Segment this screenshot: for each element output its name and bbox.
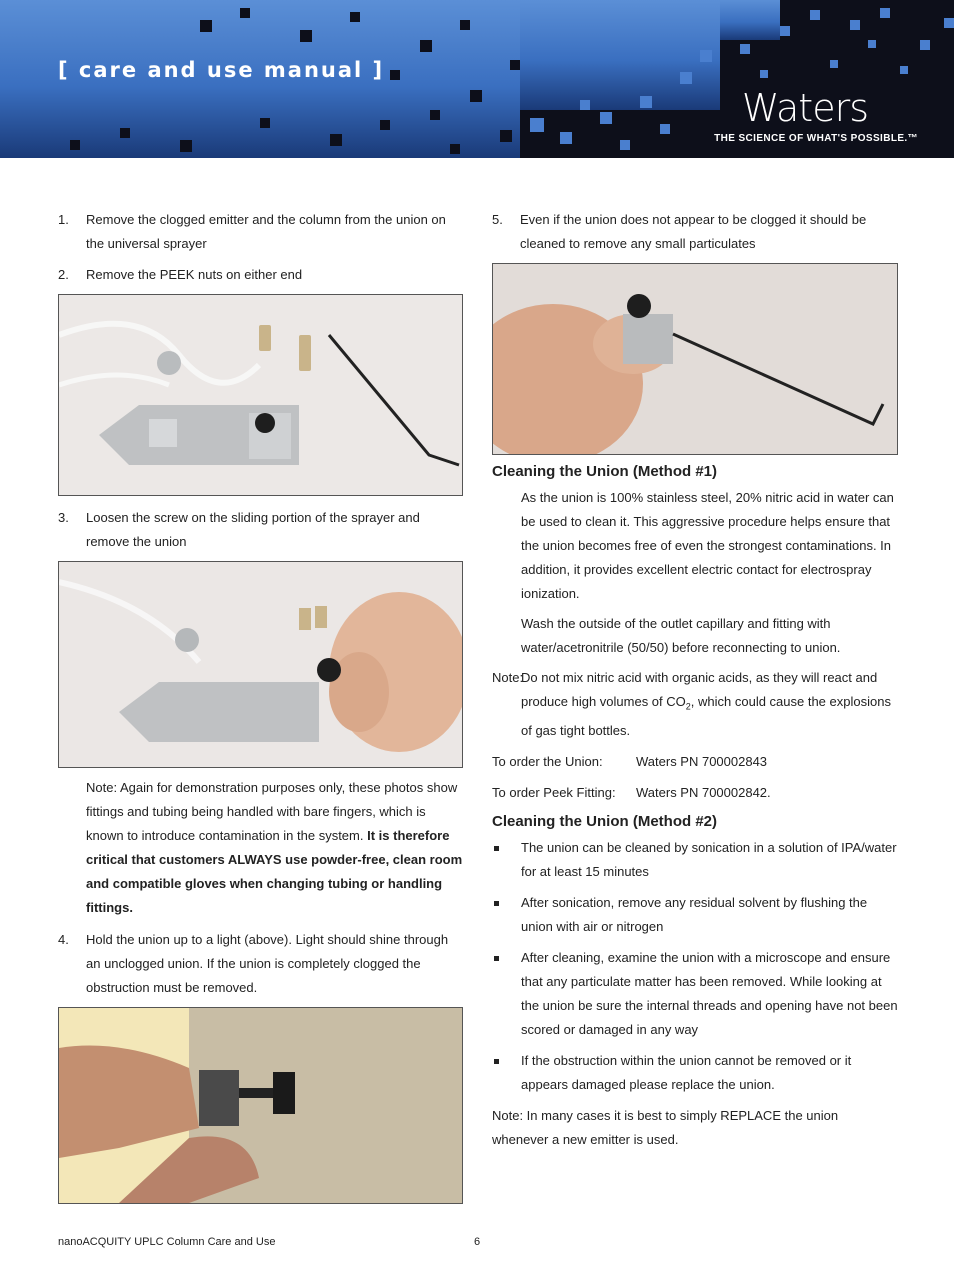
- note-label: Note:: [492, 670, 524, 685]
- note-text-end: , which could cause the explosions of gas tight bottles.: [521, 694, 891, 738]
- step-text: Even if the union does not appear to be clogged it should be cleaned to remove any small particulates: [520, 212, 867, 251]
- final-note: Note: In many cases it is best to simply REPLACE the union whenever a new emitter is used.: [492, 1107, 839, 1147]
- step-text: Remove the PEEK nuts on either end: [86, 267, 303, 282]
- method1-paragraph-1: As the union is 100% stainless steel, 20% nitric acid in water can be used to clean it. This aggressive procedure helps ensure that the union becomes free of even the strongest contaminations. In addition, it provides excellent electric contact for electrospray ionization.: [521, 490, 894, 601]
- bullet-text: After cleaning, examine the union with a microscope and ensure that any particulate matter has been removed. While looking at the union be sure the internal threads and opening have not been scored or damaged in any way: [521, 949, 898, 1037]
- photo-union-held: [492, 263, 898, 455]
- step-number: 5.: [492, 212, 503, 227]
- bullet-square-icon: [494, 956, 499, 961]
- note-warning: It is therefore critical that customers ALWAYS use powder-free, clean room and compatible gloves when changing tubing or handling fittings.: [86, 828, 463, 915]
- order-part-number: Waters PN 700002843: [636, 753, 768, 769]
- nitric-acid-note: [492, 666, 898, 743]
- step-text: Hold the union up to a light (above). Light should shine through an unclogged union. If the union is completely clogged the obstruction must be removed.: [86, 932, 449, 995]
- step-2: [58, 263, 463, 287]
- photo-sprayer-disassembled: [58, 294, 463, 496]
- waters-logo: Waters: [741, 86, 868, 130]
- order-part-number: Waters PN 700002842.: [636, 784, 771, 800]
- co2-subscript: 2: [685, 701, 691, 712]
- step-number: 3.: [58, 510, 69, 525]
- brand-tagline: THE SCIENCE OF WHAT'S POSSIBLE.™: [714, 133, 918, 144]
- step-number: 2.: [58, 267, 69, 282]
- step-4: [58, 928, 463, 1000]
- bullet-square-icon: [494, 1059, 499, 1064]
- gloves-note: [58, 776, 463, 920]
- order-peek-row: [492, 781, 898, 805]
- photo-loosen-screw: [58, 561, 463, 768]
- bullet-square-icon: [494, 901, 499, 906]
- bullet-item: [492, 946, 898, 1042]
- left-column: [58, 208, 463, 1204]
- right-column: [492, 208, 898, 1152]
- bullet-square-icon: [494, 846, 499, 851]
- order-union-row: [492, 750, 898, 774]
- method1-paragraph-2: Wash the outside of the outlet capillary and fitting with water/acetronitrile (50/50) before reconnecting to union.: [521, 616, 841, 655]
- bullet-text: The union can be cleaned by sonication in a solution of IPA/water for at least 15 minutes: [521, 839, 897, 879]
- order-label: To order Peek Fitting:: [492, 784, 616, 800]
- photo-union-to-light: [58, 1007, 463, 1204]
- footer-page-number: 6: [474, 1236, 481, 1248]
- step-1: [58, 208, 463, 256]
- note-text: Do not mix nitric acid with organic acids, as they will react and produce high volumes of CO: [521, 670, 878, 709]
- bullet-item: [492, 891, 898, 939]
- note-text: Note: Again for demonstration purposes only, these photos show fittings and tubing being handled with bare fingers, which is known to introduce contamination in the system.: [86, 780, 458, 843]
- step-text: Loosen the screw on the sliding portion of the sprayer and remove the union: [86, 510, 420, 549]
- footer-doc-title: nanoACQUITY UPLC Column Care and Use: [58, 1236, 276, 1248]
- method2-heading: Cleaning the Union (Method #2): [492, 812, 717, 830]
- bullet-item: [492, 1049, 898, 1097]
- bullet-text: If the obstruction within the union cannot be removed or it appears damaged please replace the union.: [521, 1052, 852, 1092]
- step-number: 4.: [58, 932, 69, 947]
- step-text: Remove the clogged emitter and the column from the union on the universal sprayer: [86, 212, 446, 251]
- step-5: [492, 208, 898, 256]
- order-label: To order the Union:: [492, 753, 603, 769]
- step-3: [58, 506, 463, 554]
- bullet-text: After sonication, remove any residual solvent by flushing the union with air or nitrogen: [521, 894, 868, 934]
- method1-heading: Cleaning the Union (Method #1): [492, 463, 717, 480]
- manual-title: [ care and use manual ]: [58, 58, 385, 82]
- page-header: [0, 0, 954, 158]
- bullet-item: [492, 836, 898, 884]
- step-number: 1.: [58, 212, 69, 227]
